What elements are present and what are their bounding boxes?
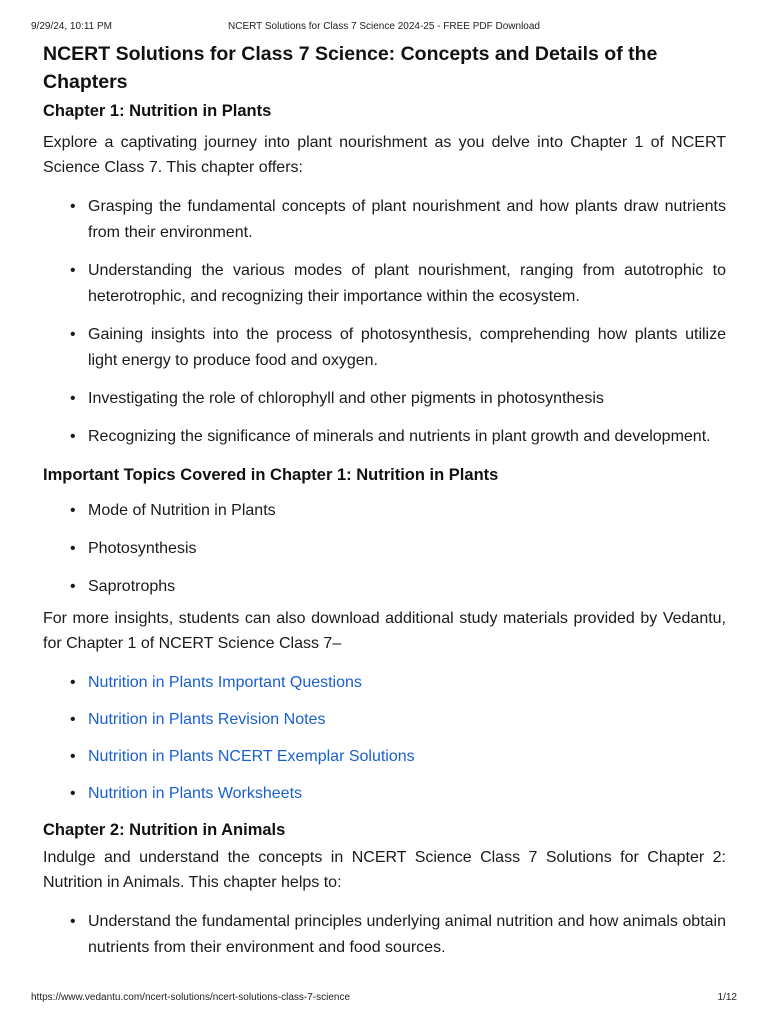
bullet-icon: • xyxy=(70,748,76,765)
bullet-icon: • xyxy=(70,390,76,407)
article-content xyxy=(43,40,726,961)
list-item-text: Understand the fundamental principles underlying animal nutrition and how animals obtain nutrients from their environment and food sources. xyxy=(88,913,726,956)
list-item xyxy=(43,574,726,600)
chapter2-intro: Indulge and understand the concepts in NCERT Science Class 7 Solutions for Chapter 2: Nutrition in Animals. This chapter helps to: xyxy=(43,849,726,891)
bullet-icon: • xyxy=(70,913,76,930)
bullet-icon: • xyxy=(70,502,76,519)
bullet-icon: • xyxy=(70,262,76,279)
list-item[interactable] xyxy=(43,670,726,696)
list-item xyxy=(43,498,726,524)
study-material-link[interactable]: Nutrition in Plants NCERT Exemplar Solutions xyxy=(88,748,415,765)
chapter1-heading: Chapter 1: Nutrition in Plants xyxy=(43,102,272,120)
study-material-link[interactable]: Nutrition in Plants Important Questions xyxy=(88,674,362,691)
bullet-icon: • xyxy=(70,578,76,595)
list-item[interactable] xyxy=(43,707,726,733)
print-page-number: 1/12 xyxy=(717,991,737,1003)
print-url: https://www.vedantu.com/ncert-solutions/ncert-solutions-class-7-science xyxy=(31,991,351,1003)
list-item-text: Investigating the role of chlorophyll and other pigments in photosynthesis xyxy=(88,390,604,407)
chapter1-topics-list xyxy=(43,498,726,600)
list-item[interactable] xyxy=(43,744,726,770)
list-item-text: Mode of Nutrition in Plants xyxy=(88,502,276,519)
bullet-icon: • xyxy=(70,540,76,557)
bullet-icon: • xyxy=(70,326,76,343)
bullet-icon: • xyxy=(70,198,76,215)
chapter1-links-list xyxy=(43,670,726,807)
list-item-text: Grasping the fundamental concepts of plant nourishment and how plants draw nutrients from their environment. xyxy=(88,198,726,241)
list-item xyxy=(43,322,726,374)
list-item-text: Understanding the various modes of plant nourishment, ranging from autotrophic to heterotrophic, and recognizing their importance within the ecosystem. xyxy=(88,262,726,305)
print-footer xyxy=(31,990,737,1004)
list-item xyxy=(43,194,726,246)
main-heading: NCERT Solutions for Class 7 Science: Concepts and Details of the Chapters xyxy=(43,43,658,93)
list-item xyxy=(43,386,726,412)
list-item xyxy=(43,909,726,961)
bullet-icon: • xyxy=(70,674,76,691)
list-item-text: Photosynthesis xyxy=(88,540,197,557)
bullet-icon: • xyxy=(70,428,76,445)
list-item xyxy=(43,536,726,562)
list-item-text: Recognizing the significance of minerals and nutrients in plant growth and development. xyxy=(88,428,711,445)
list-item xyxy=(43,258,726,310)
chapter1-materials-intro: For more insights, students can also download additional study materials provided by Vedantu, for Chapter 1 of NCERT Science Class 7– xyxy=(43,610,726,652)
print-doc-title: NCERT Solutions for Class 7 Science 2024-25 - FREE PDF Download xyxy=(228,20,540,32)
print-header xyxy=(31,19,737,33)
study-material-link[interactable]: Nutrition in Plants Revision Notes xyxy=(88,711,326,728)
chapter1-offers-list xyxy=(43,194,726,450)
bullet-icon: • xyxy=(70,785,76,802)
list-item-text: Saprotrophs xyxy=(88,578,176,595)
chapter1-topics-heading: Important Topics Covered in Chapter 1: Nutrition in Plants xyxy=(43,466,499,484)
bullet-icon: • xyxy=(70,711,76,728)
chapter2-heading: Chapter 2: Nutrition in Animals xyxy=(43,821,286,839)
list-item xyxy=(43,424,726,450)
chapter1-intro: Explore a captivating journey into plant nourishment as you delve into Chapter 1 of NCERT Science Class 7. This chapter offers: xyxy=(43,134,726,176)
print-date: 9/29/24, 10:11 PM xyxy=(31,20,112,32)
list-item[interactable] xyxy=(43,781,726,807)
chapter2-points-list xyxy=(43,909,726,961)
list-item-text: Gaining insights into the process of photosynthesis, comprehending how plants utilize light energy to produce food and oxygen. xyxy=(88,326,726,369)
study-material-link[interactable]: Nutrition in Plants Worksheets xyxy=(88,785,303,802)
